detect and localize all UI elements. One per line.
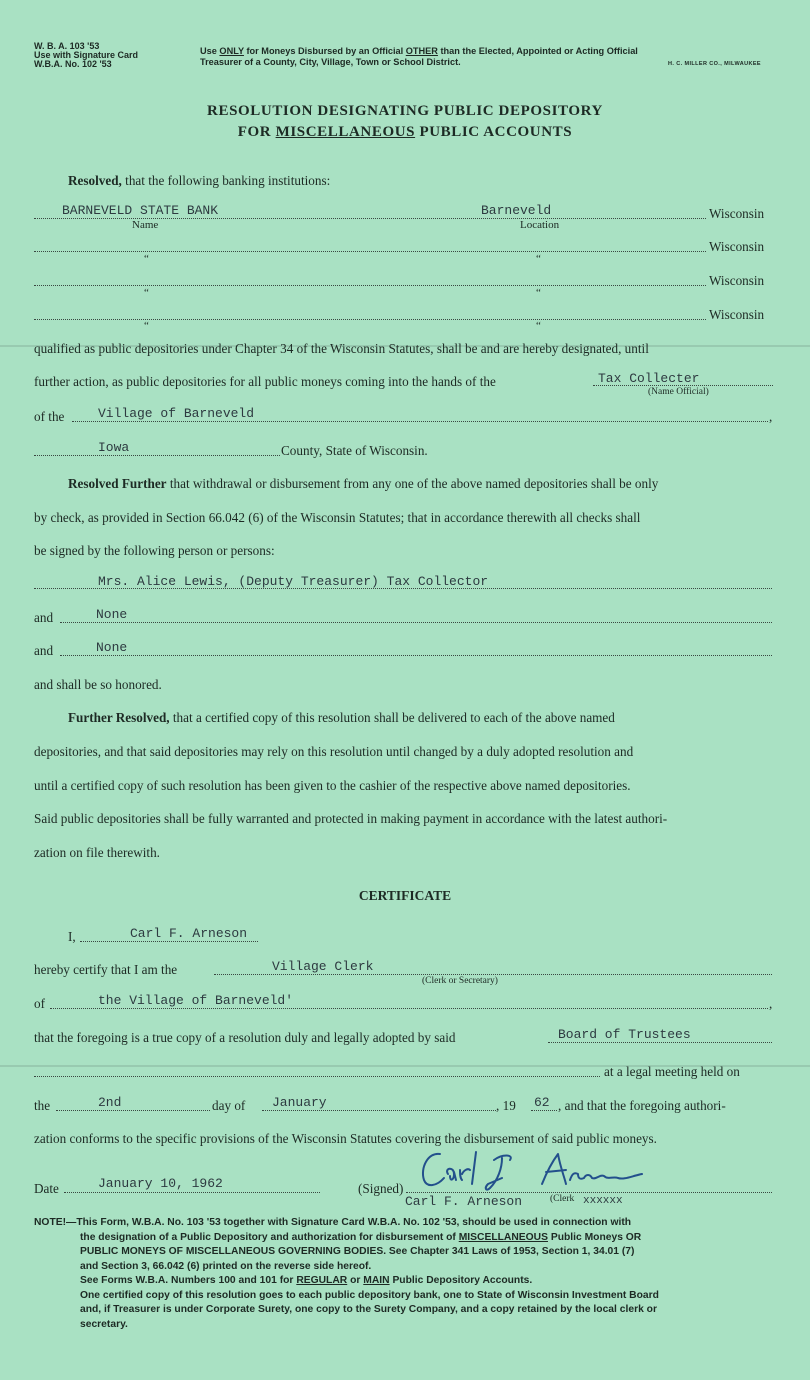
state-label: Wisconsin (709, 273, 765, 288)
name-label: Name (132, 219, 159, 231)
ditto-mark: “ (144, 253, 149, 265)
and-label: and (34, 610, 54, 625)
note-line: and Section 3, 66.042 (6) printed on the reverse side hereof. (80, 1260, 372, 1272)
position-line (214, 974, 772, 975)
month-line (262, 1110, 496, 1111)
ditto-mark: “ (536, 320, 541, 332)
note-line: PUBLIC MONEYS OF MISCELLANEOUS GOVERNING BODIES. See Chapter 341 Laws of 1953, Section 1, 34.01 (7) (80, 1246, 635, 1257)
further-resolved-line: Further Resolved, that a certified copy of this resolution shall be delivered to each of the above named (68, 710, 615, 725)
note-line: See Forms W.B.A. Numbers 100 and 101 for REGULAR or MAIN Public Depository Accounts. (80, 1275, 533, 1286)
meeting-line (34, 1076, 600, 1077)
so-honored-text: and shall be so honored. (34, 677, 162, 692)
note-line: the designation of a Public Depository and authorization for disbursement of MISCELLANEOUS Public Moneys OR (80, 1231, 642, 1243)
ditto-mark: “ (536, 253, 541, 265)
position-value: Village Clerk (272, 959, 374, 974)
after-year-text: , and that the foregoing authori- (558, 1098, 726, 1113)
signed-label: (Signed) (358, 1181, 404, 1196)
hereby-text: hereby certify that I am the (34, 962, 178, 977)
county-value: Iowa (98, 440, 130, 455)
ditto-mark: “ (144, 287, 149, 299)
resolved-intro: Resolved, that the following banking institutions: (68, 173, 331, 188)
state-label: Wisconsin (709, 206, 765, 221)
and-label: and (34, 643, 54, 658)
bank-line (34, 251, 706, 252)
date-value: January 10, 1962 (98, 1176, 223, 1191)
printer-mark: H. C. MILLER CO., MILWAUKEE (668, 61, 761, 67)
bank-line (34, 319, 706, 320)
clerk-label: (Clerk (550, 1194, 575, 1204)
form-id-line: W. B. A. 103 '53 (34, 41, 100, 51)
official-value: Tax Collecter (598, 371, 700, 386)
certifier-line (80, 941, 258, 942)
bank-name-value: BARNEVELD STATE BANK (62, 203, 219, 218)
date-label: Date (34, 1181, 59, 1196)
handwritten-signature (410, 1144, 680, 1196)
page-title: RESOLUTION DESIGNATING PUBLIC DEPOSITORY FOR MISCELLANEOUS PUBLIC ACCOUNTS (207, 103, 603, 140)
resolved-further-line: be signed by the following person or persons: (34, 543, 275, 558)
usage-notice: Use ONLY for Moneys Disbursed by an Official OTHER than the Elected, Appointed or Acting Official Treasurer of a County, City, Village, Town or School District. (200, 46, 638, 67)
further-resolved-line: Said public depositories shall be fully warranted and protected in making payment in accordance with the latest authori- (34, 811, 668, 826)
state-label: Wisconsin (709, 307, 765, 322)
signer-value: None (96, 640, 128, 655)
bank-line (34, 285, 706, 286)
note-line: NOTE!—This Form, W.B.A. No. 103 '53 together with Signature Card W.B.A. No. 102 '53, should be used in connection with (34, 1217, 632, 1228)
position-label: (Clerk or Secretary) (422, 976, 498, 986)
month-value: January (272, 1095, 327, 1110)
legal-meeting-text: at a legal meeting held on (604, 1064, 740, 1079)
official-label: (Name Official) (648, 387, 709, 397)
municipality-value: Village of Barneveld (98, 406, 255, 421)
date-line (64, 1192, 320, 1193)
certificate-heading: CERTIFICATE (358, 888, 452, 903)
form-id-line: Use with Signature Card (34, 50, 139, 60)
day-of-label: day of (212, 1098, 246, 1113)
form-id-line: W.B.A. No. 102 '53 (34, 59, 112, 69)
of-line (50, 1008, 768, 1009)
year-line (531, 1110, 557, 1111)
of-the-label: of the (34, 409, 65, 424)
signer-value: None (96, 607, 128, 622)
i-label: I, (68, 929, 76, 944)
county-line (34, 455, 280, 456)
signer-line (60, 655, 772, 656)
state-label: Wisconsin (709, 239, 765, 254)
form-id-block (34, 42, 138, 69)
footnote-block (34, 1216, 659, 1332)
resolved-paragraph-line: qualified as public depositories under Chapter 34 of the Wisconsin Statutes, shall be and are hereby designated, until (34, 341, 649, 356)
of-label: of (34, 996, 45, 1011)
municipality-line (72, 421, 768, 422)
resolved-further-line: by check, as provided in Section 66.042 (6) of the Wisconsin Statutes; that in accordance therewith all checks shall (34, 510, 641, 525)
resolved-further-line: Resolved Further that withdrawal or disbursement from any one of the above named depositories shall be only (68, 476, 659, 491)
note-line: and, if Treasurer is under Corporate Surety, one copy to the Surety Company, and a copy retained by the local clerk or (80, 1304, 657, 1315)
day-value: 2nd (98, 1095, 122, 1110)
of-value: the Village of Barneveld' (98, 993, 294, 1008)
foregoing-text: that the foregoing is a true copy of a resolution duly and legally adopted by said (34, 1030, 456, 1045)
clerk-strikeout: xxxxxx (583, 1195, 623, 1207)
certifier-value: Carl F. Arneson (130, 926, 248, 941)
board-line (548, 1042, 772, 1043)
further-resolved-line: until a certified copy of such resolution has been given to the cashier of the respective above named depositories. (34, 778, 631, 793)
county-text: County, State of Wisconsin. (281, 443, 428, 458)
location-label: Location (520, 219, 560, 231)
ditto-mark: “ (144, 320, 149, 332)
ditto-mark: “ (536, 287, 541, 299)
note-line: secretary. (80, 1318, 128, 1330)
signed-name-value: Carl F. Arneson (405, 1194, 523, 1209)
signer-value: Mrs. Alice Lewis, (Deputy Treasurer) Tax Collector (98, 574, 489, 589)
note-line: One certified copy of this resolution goes to each public depository bank, one to State of Wisconsin Investment Board (80, 1289, 659, 1301)
the-label: the (34, 1098, 51, 1113)
further-resolved-line: zation on file therewith. (34, 845, 160, 860)
conforms-text: zation conforms to the specific provisions of the Wisconsin Statutes covering the disbursement of said public moneys. (34, 1131, 657, 1146)
bank-location-value: Barneveld (481, 203, 552, 218)
further-resolved-line: depositories, and that said depositories may rely on this resolution until changed by a duly adopted resolution and (34, 744, 634, 759)
comma: , (769, 996, 773, 1011)
signer-line (60, 622, 772, 623)
day-line (56, 1110, 210, 1111)
board-value: Board of Trustees (558, 1027, 691, 1042)
year-value: 62 (534, 1095, 550, 1110)
comma: , (769, 409, 773, 424)
year-prefix: , 19 (496, 1098, 516, 1113)
resolved-paragraph-line: further action, as public depositories for all public moneys coming into the hands of the (34, 374, 496, 389)
